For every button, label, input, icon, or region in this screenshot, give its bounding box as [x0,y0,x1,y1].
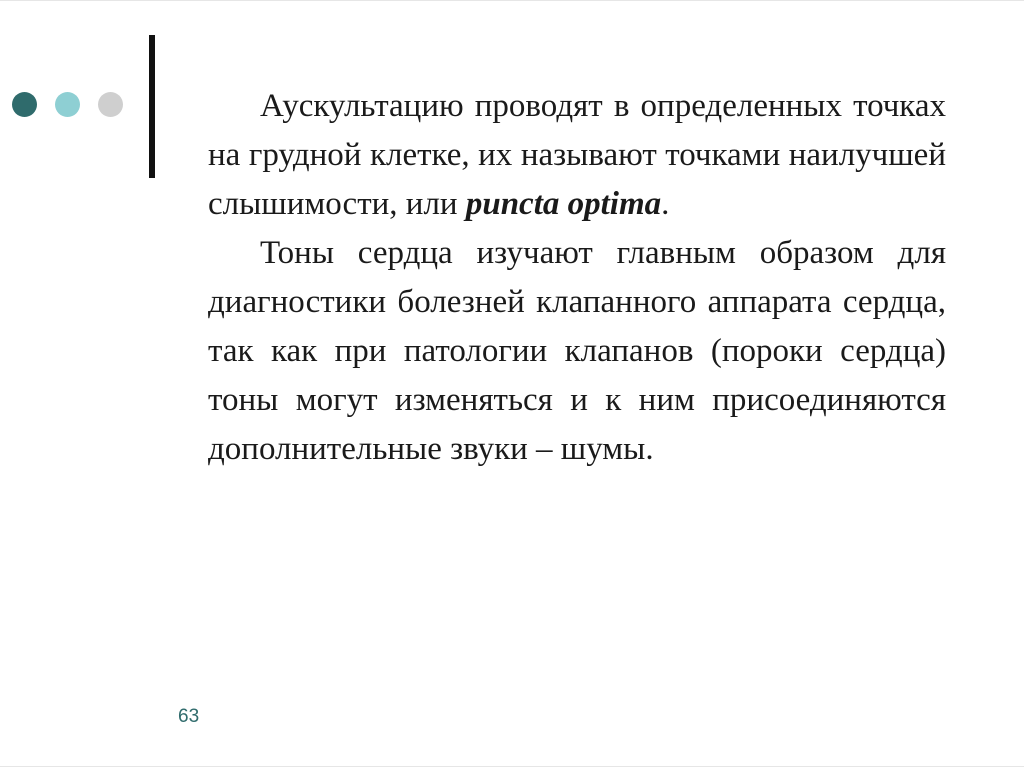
vertical-divider [149,35,155,178]
paragraph-1-end: . [661,186,670,222]
top-border [0,0,1024,1]
gray-dot [98,92,123,117]
paragraph-1-text: Аускультацию проводят в определенных точках на грудной клетке, их называют точками наилучшей слышимости, или [208,88,946,222]
dark-teal-dot [12,92,37,117]
page-number: 63 [178,706,200,727]
paragraph-heart-tones: Тоны сердца изучают главным образом для диагностики болезней клапанного аппарата сердца, так как при патологии клапанов (пороки сердца) тоны могут изменяться и к ним присоединяются дополнительные звуки – шумы. [208,235,946,467]
latin-term: puncta optima [465,186,662,222]
slide-body [208,82,946,474]
light-teal-dot [55,92,80,117]
decorative-dots [12,91,141,117]
paragraph-auscultation [208,82,946,229]
